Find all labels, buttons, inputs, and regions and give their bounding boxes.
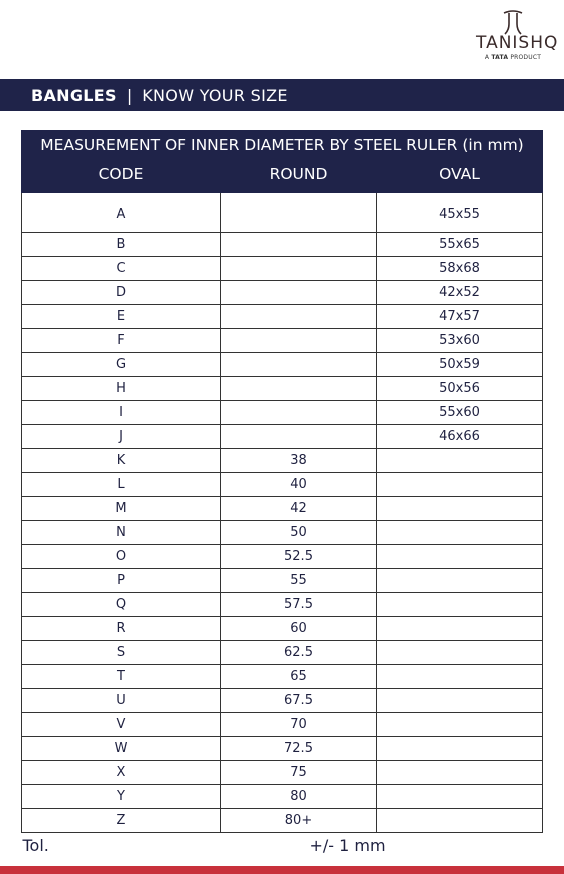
oval-cell xyxy=(377,641,543,665)
oval-cell: 58x68 xyxy=(377,257,543,281)
table-row xyxy=(22,449,543,473)
code-cell: Y xyxy=(22,785,221,809)
code-cell: R xyxy=(22,617,221,641)
brand-name: TANISHQ xyxy=(476,33,559,53)
table-row xyxy=(22,329,543,353)
oval-cell: 50x56 xyxy=(377,377,543,401)
round-cell: 75 xyxy=(221,761,377,785)
round-cell: 67.5 xyxy=(221,689,377,713)
code-cell: C xyxy=(22,257,221,281)
oval-cell xyxy=(377,569,543,593)
oval-cell xyxy=(377,713,543,737)
oval-cell xyxy=(377,761,543,785)
oval-cell xyxy=(377,473,543,497)
code-cell: W xyxy=(22,737,221,761)
tolerance-row xyxy=(22,833,543,859)
round-cell xyxy=(221,281,377,305)
oval-cell xyxy=(377,689,543,713)
table-row xyxy=(22,497,543,521)
page-banner xyxy=(0,79,564,111)
oval-cell: 46x66 xyxy=(377,425,543,449)
round-cell: 42 xyxy=(221,497,377,521)
code-cell: Q xyxy=(22,593,221,617)
oval-cell: 55x60 xyxy=(377,401,543,425)
round-cell: 65 xyxy=(221,665,377,689)
table-row xyxy=(22,785,543,809)
oval-cell xyxy=(377,521,543,545)
table-row xyxy=(22,521,543,545)
brand-tagline: A TATA PRODUCT xyxy=(484,54,542,61)
code-cell: E xyxy=(22,305,221,329)
code-cell: F xyxy=(22,329,221,353)
round-cell xyxy=(221,425,377,449)
table-row xyxy=(22,401,543,425)
round-cell: 52.5 xyxy=(221,545,377,569)
round-cell: 57.5 xyxy=(221,593,377,617)
oval-cell: 42x52 xyxy=(377,281,543,305)
code-cell: S xyxy=(22,641,221,665)
oval-cell xyxy=(377,809,543,833)
oval-cell xyxy=(377,449,543,473)
table-row xyxy=(22,761,543,785)
table-row xyxy=(22,593,543,617)
round-cell: 40 xyxy=(221,473,377,497)
round-cell xyxy=(221,257,377,281)
round-cell xyxy=(221,305,377,329)
column-header-oval: OVAL xyxy=(377,160,543,193)
oval-cell: 47x57 xyxy=(377,305,543,329)
table-row xyxy=(22,473,543,497)
table-row xyxy=(22,353,543,377)
table-row xyxy=(22,281,543,305)
size-table xyxy=(21,130,543,858)
table-row xyxy=(22,713,543,737)
oval-cell xyxy=(377,617,543,641)
round-cell: 50 xyxy=(221,521,377,545)
oval-cell xyxy=(377,545,543,569)
tolerance-label: Tol. xyxy=(22,836,49,855)
table-row xyxy=(22,257,543,281)
bottom-accent-bar xyxy=(0,866,564,874)
code-cell: A xyxy=(22,193,221,233)
oval-cell xyxy=(377,785,543,809)
table-row xyxy=(22,545,543,569)
table-row xyxy=(22,425,543,449)
round-cell xyxy=(221,233,377,257)
code-cell: O xyxy=(22,545,221,569)
oval-cell: 55x65 xyxy=(377,233,543,257)
oval-cell xyxy=(377,497,543,521)
banner-title: BANGLES xyxy=(31,85,117,105)
table-row xyxy=(22,233,543,257)
table-row xyxy=(22,809,543,833)
table-title: MEASUREMENT OF INNER DIAMETER BY STEEL RULER (in mm) xyxy=(22,131,543,160)
banner-separator: | xyxy=(126,85,133,105)
table-row xyxy=(22,305,543,329)
code-cell: G xyxy=(22,353,221,377)
round-cell xyxy=(221,329,377,353)
tolerance-value: +/- 1 mm xyxy=(309,836,386,855)
code-cell: N xyxy=(22,521,221,545)
table-row xyxy=(22,193,543,233)
code-cell: M xyxy=(22,497,221,521)
code-cell: K xyxy=(22,449,221,473)
round-cell: 70 xyxy=(221,713,377,737)
table-row xyxy=(22,641,543,665)
column-header-round: ROUND xyxy=(221,160,377,193)
code-cell: J xyxy=(22,425,221,449)
code-cell: H xyxy=(22,377,221,401)
column-header-code: CODE xyxy=(22,160,221,193)
round-cell xyxy=(221,193,377,233)
round-cell: 80 xyxy=(221,785,377,809)
round-cell: 80+ xyxy=(221,809,377,833)
round-cell xyxy=(221,377,377,401)
round-cell: 72.5 xyxy=(221,737,377,761)
table-row xyxy=(22,617,543,641)
round-cell: 62.5 xyxy=(221,641,377,665)
code-cell: Z xyxy=(22,809,221,833)
tanishq-logo xyxy=(476,10,559,61)
oval-cell: 53x60 xyxy=(377,329,543,353)
round-cell: 60 xyxy=(221,617,377,641)
code-cell: X xyxy=(22,761,221,785)
round-cell xyxy=(221,353,377,377)
round-cell: 38 xyxy=(221,449,377,473)
oval-cell xyxy=(377,665,543,689)
code-cell: B xyxy=(22,233,221,257)
table-row xyxy=(22,689,543,713)
code-cell: P xyxy=(22,569,221,593)
code-cell: D xyxy=(22,281,221,305)
code-cell: T xyxy=(22,665,221,689)
code-cell: L xyxy=(22,473,221,497)
banner-subtitle: KNOW YOUR SIZE xyxy=(142,85,288,105)
code-cell: U xyxy=(22,689,221,713)
table-row xyxy=(22,377,543,401)
code-cell: V xyxy=(22,713,221,737)
oval-cell: 45x55 xyxy=(377,193,543,233)
round-cell: 55 xyxy=(221,569,377,593)
table-row xyxy=(22,665,543,689)
table-row xyxy=(22,737,543,761)
table-row xyxy=(22,569,543,593)
round-cell xyxy=(221,401,377,425)
oval-cell xyxy=(377,737,543,761)
oval-cell xyxy=(377,593,543,617)
code-cell: I xyxy=(22,401,221,425)
oval-cell: 50x59 xyxy=(377,353,543,377)
